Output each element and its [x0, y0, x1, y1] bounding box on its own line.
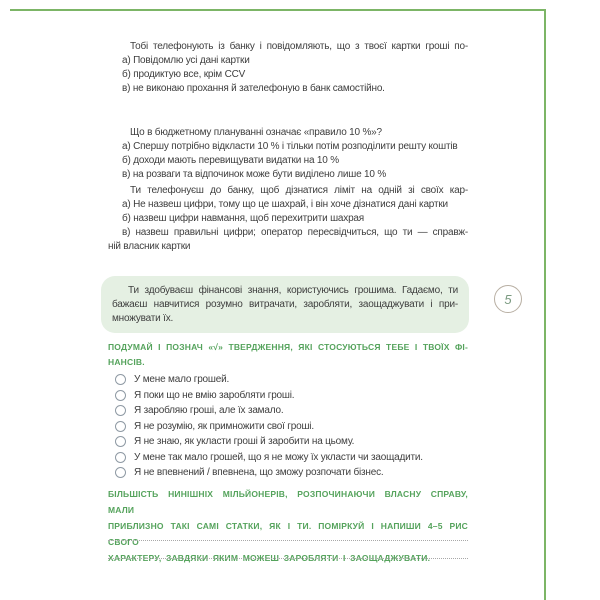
answer-option: в) не виконаю прохання й зателефоную в банк самостійно.	[122, 83, 385, 94]
checklist	[108, 372, 468, 481]
checkbox-circle[interactable]	[115, 390, 126, 401]
question-10-block	[108, 184, 468, 254]
note-line: множувати їх.	[112, 313, 174, 324]
task-instruction-line: ПРИБЛИЗНО ТАКІ САМІ СТАТКИ, ЯК І ТИ. ПОМІРКУЙ І НАПИШИ 4–5 РИС СВОГО	[108, 521, 468, 547]
task-instruction-line: ПОДУМАЙ І ПОЗНАЧ «√» ТВЕРДЖЕННЯ, ЯКІ СТОСУЮТЬСЯ ТЕБЕ І ТВОЇХ ФІ-	[108, 342, 468, 352]
answer-option: б) продиктую все, крім CCV	[122, 69, 246, 80]
task-instruction-line: НАНСІВ.	[108, 357, 145, 367]
task-instruction-mark	[108, 340, 468, 370]
task-instruction-line: ХАРАКТЕРУ, ЗАВДЯКИ ЯКИМ МОЖЕШ ЗАРОБЛЯТИ І ЗАОЩАДЖУВАТИ.	[108, 553, 431, 563]
checklist-item	[108, 419, 468, 435]
answer-option: в) на розваги та відпочинок може бути виділено лише 10 %	[122, 169, 387, 180]
note-box	[101, 276, 469, 333]
answer-option-continuation: ній власник картки	[108, 241, 191, 252]
checkbox-circle[interactable]	[115, 467, 126, 478]
question-8-block	[108, 40, 468, 96]
answer-option: а) Повідомлю усі дані картки	[122, 55, 250, 66]
checkbox-circle[interactable]	[115, 436, 126, 447]
note-line: бажаєш навчитися розумно витрачати, заробляти, заощаджувати і при-	[112, 299, 458, 310]
answer-option: а) Спершу потрібно відкласти 10 % і тільки потім розподілити решту коштів	[122, 141, 458, 152]
checklist-item	[108, 403, 468, 419]
checklist-item	[108, 434, 468, 450]
answer-option: в) назвеш правильні цифри; оператор пересвідчиться, що ти — справж-	[122, 227, 468, 238]
page-number-badge	[494, 285, 522, 313]
checklist-label: Я не впевнений / впевнена, що зможу розпочати бізнес.	[134, 467, 384, 479]
checklist-label: Я поки що не вмію заробляти гроші.	[134, 389, 295, 401]
question-text-line: Що в бюджетному плануванні означає «правило 10 %»?	[130, 127, 382, 138]
checkbox-circle[interactable]	[115, 405, 126, 416]
answer-option: б) назвеш цифри навмання, щоб перехитрити шахрая	[122, 213, 365, 224]
answer-dotted-line[interactable]	[108, 532, 468, 541]
checklist-item	[108, 372, 468, 388]
page-border-top	[10, 9, 546, 11]
answer-dotted-line[interactable]	[108, 550, 468, 559]
answer-option: б) доходи мають перевищувати видатки на 10 %	[122, 155, 339, 166]
checkbox-circle[interactable]	[115, 421, 126, 432]
checklist-label: У мене так мало грошей, що я не можу їх укласти чи заощадити.	[134, 451, 423, 463]
page-border-right	[544, 9, 546, 600]
question-9-block	[108, 126, 468, 182]
checklist-label: Я заробляю гроші, але їх замало.	[134, 405, 284, 417]
checklist-item	[108, 465, 468, 481]
checklist-label: Я не розумію, як примножити свої гроші.	[134, 420, 314, 432]
task-instruction-line: БІЛЬШІСТЬ НИНІШНІХ МІЛЬЙОНЕРІВ, РОЗПОЧИНАЮЧИ ВЛАСНУ СПРАВУ, МАЛИ	[108, 489, 468, 515]
page-number: 5	[504, 291, 512, 307]
checklist-label: Я не знаю, як укласти гроші й заробити на цьому.	[134, 436, 355, 448]
checkbox-circle[interactable]	[115, 452, 126, 463]
checklist-label: У мене мало грошей.	[134, 374, 230, 386]
checklist-item	[108, 450, 468, 466]
answer-option: а) Не назвеш цифри, тому що це шахрай, і він хоче дізнатися дані картки	[122, 199, 448, 210]
question-text-line: Ти телефонуєш до банку, щоб дізнатися ліміт на одній зі своїх кар-	[130, 185, 468, 196]
question-text-line: Тобі телефонують із банку і повідомляють, що з твоєї картки гроші по-	[130, 41, 468, 52]
checklist-item	[108, 388, 468, 404]
note-line: Ти здобуваєш фінансові знання, користуючись грошима. Гадаємо, ти	[128, 285, 458, 296]
checkbox-circle[interactable]	[115, 374, 126, 385]
